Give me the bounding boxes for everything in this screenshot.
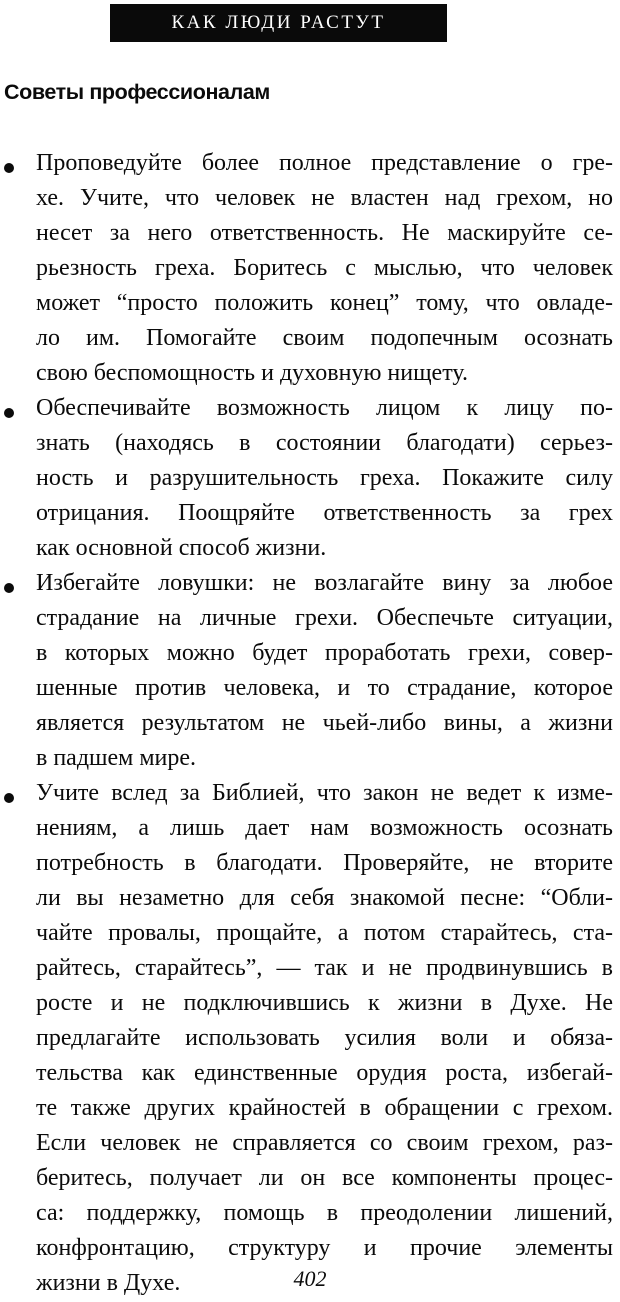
section-title: Советы профессионалам	[4, 80, 270, 104]
bullet-item	[0, 391, 620, 566]
bullet-item	[0, 776, 620, 1301]
text-line: в падшем мире.	[36, 745, 197, 771]
text-line: нениям, а лишь дает нам возможность осознать	[36, 815, 613, 841]
text-line: Учите вслед за Библией, что закон не ведет к изме-	[36, 780, 613, 806]
text-line: несет за него ответственность. Не маскируйте се-	[36, 220, 613, 246]
bullet-list	[0, 146, 620, 1301]
text-line: росте и не подключившись к жизни в Духе. Не	[36, 990, 613, 1016]
text-line: является результатом не чьей-либо вины, а жизни	[36, 710, 613, 736]
text-line: шенные против человека, и то страдание, которое	[36, 675, 613, 701]
text-line: беритесь, получает ли он все компоненты процес-	[36, 1165, 613, 1191]
bullet-dot-icon	[4, 163, 14, 173]
text-line: свою беспомощность и духовную нищету.	[36, 360, 468, 386]
text-line: хе. Учите, что человек не властен над грехом, но	[36, 185, 613, 211]
text-line: те также других крайностей в обращении с грехом.	[36, 1095, 613, 1121]
text-line: может “просто положить конец” тому, что овладе-	[36, 290, 613, 316]
text-line: Избегайте ловушки: не возлагайте вину за любое	[36, 570, 613, 596]
running-header	[110, 4, 447, 42]
text-line: Проповедуйте более полное представление о гре-	[36, 150, 613, 176]
text-line: конфронтацию, структуру и прочие элементы	[36, 1235, 613, 1261]
text-line: отрицания. Поощряйте ответственность за грех	[36, 500, 613, 526]
page-number: 402	[293, 1266, 327, 1291]
text-line: как основной способ жизни.	[36, 535, 327, 561]
text-line: страдание на личные грехи. Обеспечьте ситуации,	[36, 605, 613, 631]
text-line: райтесь, старайтесь”, — так и не продвинувшись в	[36, 955, 613, 981]
text-line: рьезность греха. Боритесь с мыслью, что человек	[36, 255, 613, 281]
bullet-dot-icon	[4, 583, 14, 593]
text-line: ность и разрушительность греха. Покажите силу	[36, 465, 613, 491]
bullet-dot-icon	[4, 793, 14, 803]
text-line: в которых можно будет проработать грехи, совер-	[36, 640, 613, 666]
text-line: потребность в благодати. Проверяйте, не вторите	[36, 850, 613, 876]
text-line: предлагайте использовать усилия воли и обяза-	[36, 1025, 613, 1051]
running-header-title: КАК ЛЮДИ РАСТУТ	[171, 12, 386, 33]
text-line: ло им. Помогайте своим подопечным осознать	[36, 325, 613, 351]
text-line: жизни в Духе.	[36, 1270, 181, 1296]
text-line: Если человек не справляется со своим грехом, раз-	[36, 1130, 613, 1156]
text-line: тельства как единственные орудия роста, избегай-	[36, 1060, 613, 1086]
text-line: са: поддержку, помощь в преодолении лишений,	[36, 1200, 613, 1226]
text-line: знать (находясь в состоянии благодати) серьез-	[36, 430, 613, 456]
bullet-item	[0, 566, 620, 776]
text-line: Обеспечивайте возможность лицом к лицу по-	[36, 395, 613, 421]
bullet-dot-icon	[4, 408, 14, 418]
text-line: чайте провалы, прощайте, а потом старайтесь, ста-	[36, 920, 613, 946]
text-line: ли вы незаметно для себя знакомой песне: “Обли-	[36, 885, 613, 911]
bullet-item	[0, 146, 620, 391]
